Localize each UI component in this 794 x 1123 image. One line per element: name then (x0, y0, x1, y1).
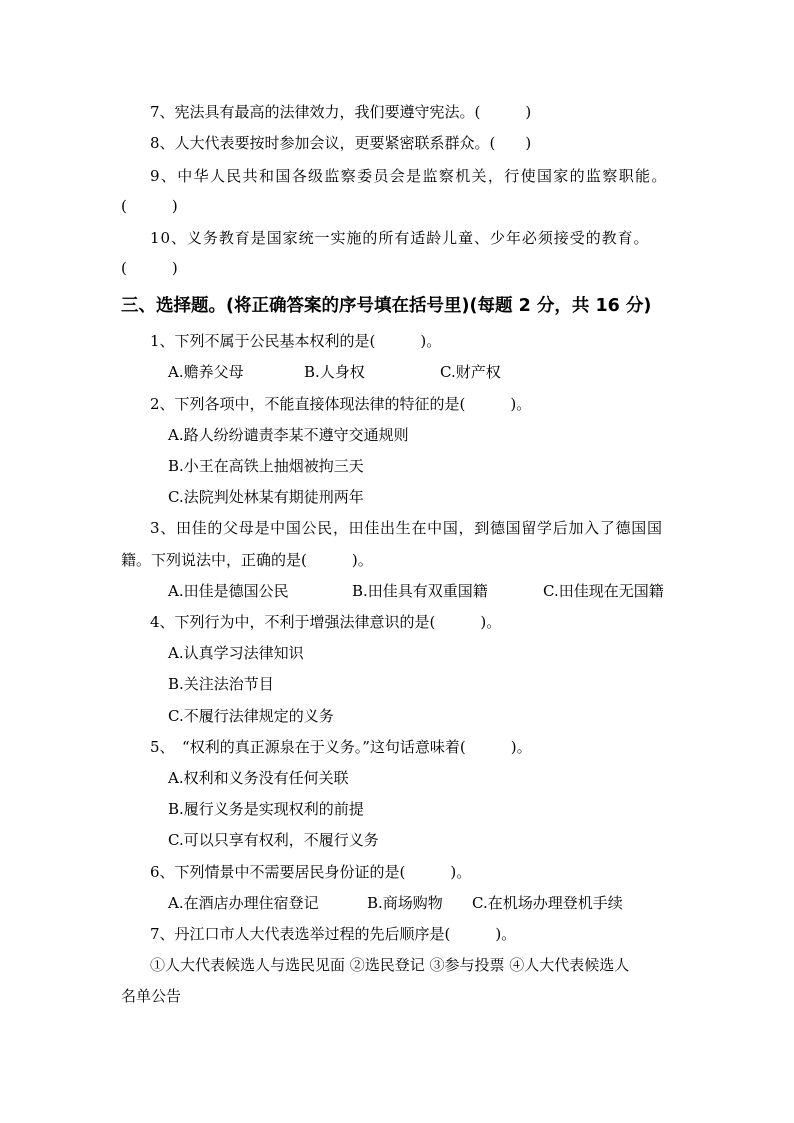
question-2-option-b: B.小王在高铁上抽烟被拘三天 (168, 457, 364, 475)
question-3-stem: 3、田佳的父母是中国公民，田佳出生在中国，到德国留学后加入了德国国 (150, 519, 663, 537)
question-4-stem: 4、下列行为中，不利于增强法律意识的是( )。 (150, 613, 502, 631)
question-7-sequence: ①人大代表候选人与选民见面 ②选民登记 ③参与投票 ④人大代表候选人 (150, 956, 630, 974)
question-7-stem: 7、丹江口市人大代表选举过程的先后顺序是( )。 (150, 925, 517, 943)
question-2-option-a: A.路人纷纷谴责李某不遵守交通规则 (168, 426, 409, 444)
question-6-option-b: B.商场购物 (367, 894, 443, 912)
question-2-stem: 2、下列各项中，不能直接体现法律的特征的是( )。 (150, 395, 532, 413)
question-1-stem: 1、下列不属于公民基本权利的是( )。 (150, 332, 442, 350)
judgment-item-10: 10、义务教育是国家统一实施的所有适龄儿童、少年必须接受的教育。 (150, 229, 650, 247)
question-5-option-b: B.履行义务是实现权利的前提 (168, 800, 364, 818)
question-1-option-a: A.赡养父母 (168, 363, 244, 381)
judgment-item-8: 8、人大代表要按时参加会议，更要紧密联系群众。( ) (150, 134, 532, 152)
question-5-option-c: C.可以只享有权利，不履行义务 (168, 831, 379, 849)
question-1-option-c: C.财产权 (440, 363, 501, 381)
judgment-item-10-blank: ( ) (121, 259, 178, 277)
question-2-option-c: C.法院判处林某有期徒刑两年 (168, 488, 364, 506)
question-5-stem: 5、 “权利的真正源泉在于义务。”这句话意味着( )。 (150, 738, 532, 756)
judgment-item-9: 9、中华人民共和国各级监察委员会是监察机关，行使国家的监察职能。 (150, 167, 668, 185)
question-3-option-c: C.田佳现在无国籍 (543, 582, 664, 600)
judgment-item-9-blank: ( ) (121, 197, 178, 215)
section-heading: 三、选择题。(将正确答案的序号填在括号里)(每题 2 分，共 16 分) (121, 296, 652, 316)
question-4-option-b: B.关注法治节目 (168, 675, 274, 693)
question-5-option-a: A.权利和义务没有任何关联 (168, 769, 349, 787)
question-7-sequence-continued: 名单公告 (121, 987, 182, 1005)
question-3-stem-continued: 籍。下列说法中，正确的是( )。 (121, 551, 373, 569)
question-6-stem: 6、下列情景中不需要居民身份证的是( )。 (150, 863, 472, 881)
question-1-option-b: B.人身权 (304, 363, 365, 381)
question-4-option-a: A.认真学习法律知识 (168, 644, 304, 662)
question-4-option-c: C.不履行法律规定的义务 (168, 707, 334, 725)
question-3-option-a: A.田佳是德国公民 (168, 582, 289, 600)
question-6-option-c: C.在机场办理登机手续 (472, 894, 623, 912)
judgment-item-7: 7、宪法具有最高的法律效力，我们要遵守宪法。( ) (150, 103, 532, 121)
question-3-option-b: B.田佳具有双重国籍 (352, 582, 488, 600)
question-6-option-a: A.在酒店办理住宿登记 (168, 894, 319, 912)
